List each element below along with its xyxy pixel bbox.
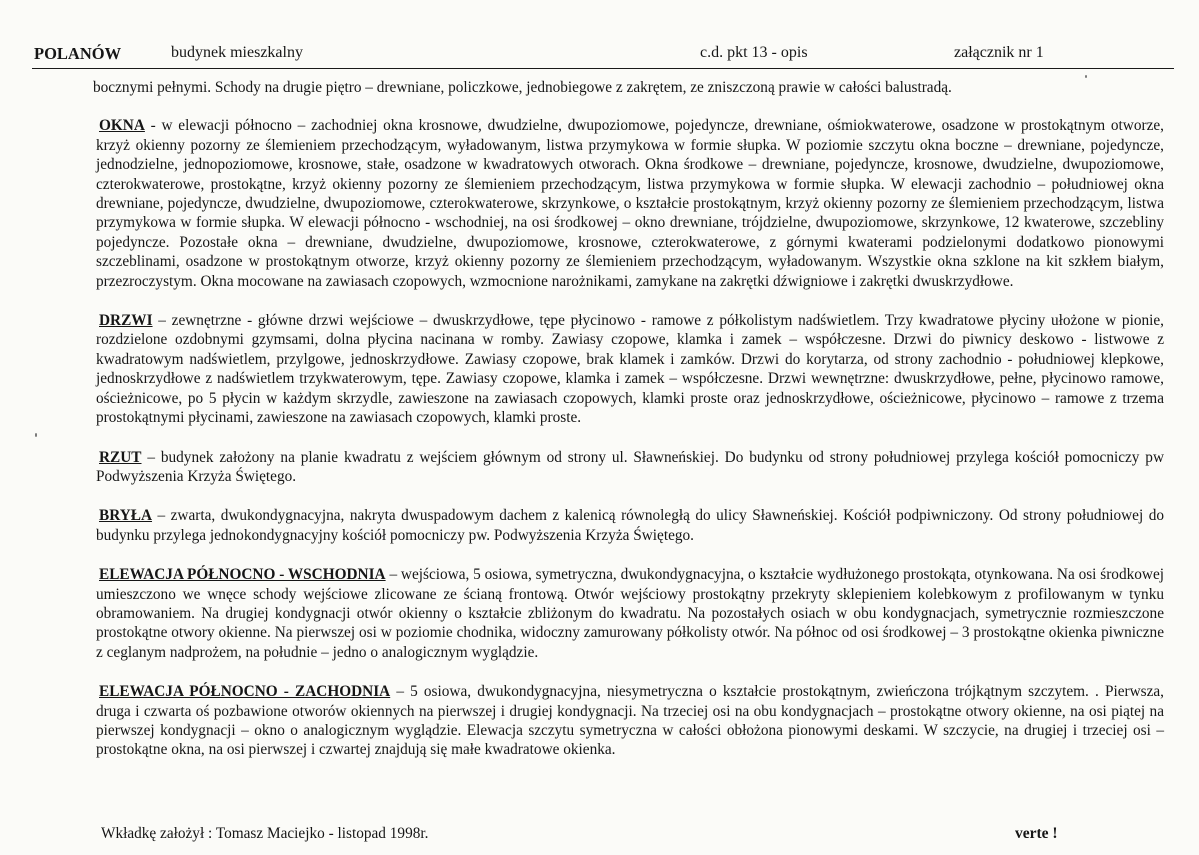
section-label: ELEWACJA PÓŁNOCNO - WSCHODNIA [99,566,386,584]
section-text: – wejściowa, 5 osiowa, symetryczna, dwukondygnacyjna, o kształcie wydłużonego prostokąta, otynkowana. Na osi środkowej umieszczono we wnęce schody wejściowe zlicowane ze ścianą frontową. Otwór wejściowy prostokątny przekryty sklepieniem kolebkowym z profilowanym w tynku obramowaniem. Na drugiej kondygnacji otwór okienny o kształcie zbliżonym do kwadratu. Na pozostałych osiach w obu kondygnacjach, symetrycznie rozmieszczone prostokątne otwory okienne. Na pierwszej osi w poziomie chodnika, widoczny zamurowany półkolisty otwór. Na północ od osi środkowej – 3 prostokątne okienka piwniczne z ceglanym nadprożem, na południe – jedno o analogicznym wyglądzie. [96,566,1164,661]
scan-speck [35,433,37,437]
section-rzut [96,448,1164,487]
header-section: c.d. pkt 13 - opis [700,44,808,61]
header-building: budynek mieszkalny [171,44,303,61]
section-label: DRZWI [99,312,153,330]
section-label: OKNA [99,117,145,135]
section-text: – zwarta, dwukondygnacyjna, nakryta dwuspadowym dachem z kalenicą równoległą do ulicy Sławneńskiej. Kościół podpiwniczony. Od strony południowej do budynku przylega jednokondygnacyjny kościół pomocniczy pw. Podwyższenia Krzyża Świętego. [96,507,1164,544]
section-text: – budynek założony na planie kwadratu z wejściem głównym od strony ul. Sławneńskiej. Do budynku od strony południowej przylega kościół pomocniczy pw Podwyższenia Krzyża Świętego. [96,448,1164,485]
header-attachment: załącznik nr 1 [954,44,1044,61]
section-label: ELEWACJA PÓŁNOCNO - ZACHODNIA [99,683,391,701]
section-elewacja-polnocno-zachodnia [96,682,1164,760]
section-label: BRYŁA [99,507,153,525]
footer-verte: verte ! [1015,825,1058,842]
section-okna [0,116,1164,291]
section-label: RZUT [99,448,142,466]
scan-speck [1085,75,1087,78]
footer-signature: Wkładkę założył : Tomasz Maciejko - listopad 1998r. [101,825,429,842]
page-header [32,40,1174,69]
section-text: – 5 osiowa, dwukondygnacyjna, niesymetryczna o kształcie prostokątnym, zwieńczona trójkątnym szczytem. . Pierwsza, druga i czwarta oś pozbawione otworów okiennych na pierwszej i drugiej kondygnacji. Na trzeciej osi na obu kondygnacjach – prostokątne otwory okienne, na osi piątej na pierwszej kondygnacji – okno o analogicznym wyglądzie. Elewacja szczytu symetryczna w całości obłożona pionowymi deskami. W szczycie, na drugiej i trzeciej osi – prostokątne okna, na osi pierwszej i czwartej znajdują się małe kwadratowe okienka. [96,683,1164,759]
section-elewacja-polnocno-wschodnia [96,565,1164,662]
section-text: - w elewacji północno – zachodniej okna krosnowe, dwudzielne, dwupoziomowe, pojedyncze, drewniane, ośmiokwaterowe, osadzone w prostokątnym otworze, krzyż okienny pozorny ze ślemieniem przechodzącym, wyładowanym, listwa przymykowa w formie słupka. W poziomie szczytu okna boczne – drewniane, pojedyncze, jednodzielne, jednopoziomowe, krosnowe, stałe, osadzone w kwadratowych otworach. Okna środkowe – drewniane, pojedyncze, krosnowe, dwudzielne, dwupoziomowe, czterokwaterowe, prostokątne, krzyż okienny pozorny ze ślemieniem przechodzącym, listwa przymykowa w formie słupka. W elewacji zachodnio – południowej okna drewniane, pojedyncze, dwudzielne, dwupoziomowe, czterokwaterowe, skrzynkowe, o kształcie prostokątnym, krzyż okienny pozorny ze ślemieniem przechodzącym, listwa przymykowa w formie słupka. W elewacji północno - wschodniej, na osi środkowej – okno drewniane, trójdzielne, dwupoziomowe, skrzynkowe, 12 kwaterowe, szczebliny pojedyncze. Pozostałe okna – drewniane, dwudzielne, dwupoziomowe, krosnowe, czterokwaterowe, z górnymi kwaterami podzielonymi dodatkowo pionowymi szczeblinami, osadzone w prostokątnym otworze, krzyż okienny pozorny ze ślemieniem przechodzącym, wyładowanym. Wszystkie okna szklone na kit szkłem białym, przezroczystym. Okna mocowane na zawiasach czopowych, wzmocnione narożnikami, zamykane na zakrętki dźwigniowe i zakrętki dwuskrzydłowe. [96,117,1164,290]
section-text: – zewnętrzne - główne drzwi wejściowe – dwuskrzydłowe, tępe płycinowo - ramowe z półkolistym nadświetlem. Trzy kwadratowe płyciny ułożone w pionie, rozdzielone ozdobnymi gzymsami, dolna płycina nacinana w romby. Zawiasy czopowe, klamka i zamek – współczesne. Drzwi do piwnicy deskowo - listwowe z kwadratowym nadświetlem, przylgowe, jednoskrzydłowe. Zawiasy czopowe, brak klamek i zamków. Drzwi do korytarza, od strony zachodnio - południowej klepkowe, jednoskrzydłowe z nadświetlem trzykwaterowym, tępe. Zawiasy czopowe, klamka i zamek – współczesne. Drzwi wewnętrzne: dwuskrzydłowe, pełne, płycinowo ramowe, ościeżnicowe, po 5 płycin w każdym skrzydle, zawieszone na zawiasach czopowych, klamki proste oraz jednoskrzydłowe, ościeżnicowe, płycinowo – ramowe z trzema prostokątnymi płycinami, zawieszone na zawiasach czopowych, klamki proste. [96,312,1164,427]
section-drzwi [96,311,1164,427]
document-body [93,78,1164,780]
section-bryla [96,506,1164,545]
intro-paragraph: bocznymi pełnymi. Schody na drugie piętro – drewniane, policzkowe, jednobiegowe z zakrętem, ze zniszczoną prawie w całości balustradą. [93,79,952,96]
header-place: POLANÓW [34,44,122,63]
